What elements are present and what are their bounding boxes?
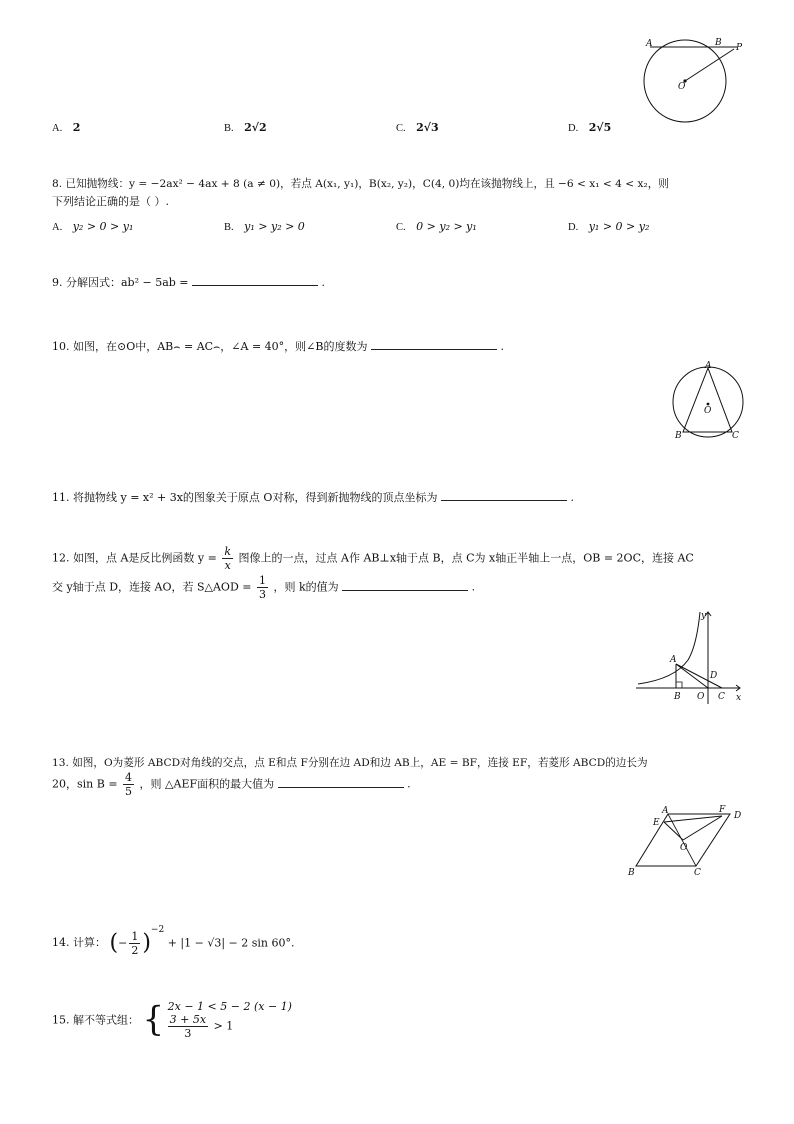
q9-answer-blank[interactable] xyxy=(192,275,318,286)
q10-label-c: C xyxy=(732,431,739,441)
q12-label-o: O xyxy=(697,692,705,702)
q13-label-f: F xyxy=(719,805,726,815)
q10-answer-blank[interactable] xyxy=(371,339,497,350)
q15-stem: 15. 解不等式组： xyxy=(52,1013,139,1027)
q13-text-a: 20，sin B = xyxy=(52,777,118,791)
q12-stem-line2 xyxy=(52,575,475,600)
q13-stem-line2 xyxy=(52,772,411,797)
q10-label-b: B xyxy=(675,431,682,441)
q11-answer-blank[interactable] xyxy=(441,490,567,501)
q12-label-c: C xyxy=(718,692,725,702)
q12-label-a: A xyxy=(670,655,677,665)
q12-text-b: 图像上的一点，过点 A作 AB⊥x轴于点 B，点 C为 x轴正半轴上一点，OB = 2OC，连接 AC xyxy=(238,551,694,565)
q8-option-b: B. y₁ > y₂ > 0 xyxy=(224,220,305,233)
q11-suffix: . xyxy=(570,491,574,504)
q10-label-a: A xyxy=(705,361,712,371)
q12-text-a: 12. 如图，点 A是反比例函数 y = xyxy=(52,551,217,565)
q13-label-d: D xyxy=(734,811,742,821)
q12-fraction-one-third: $\frac{1}{3}$ xyxy=(258,574,266,601)
q7-label-p: P xyxy=(736,43,743,53)
q15-inequality-1: 2x − 1 < 5 − 2 (x − 1) xyxy=(167,1000,292,1013)
q12-hyperbola xyxy=(638,612,700,684)
q13-fraction-4-5: $\frac{4}{5}$ xyxy=(125,771,133,798)
q10-figure xyxy=(666,360,750,444)
q7-radius-line xyxy=(685,49,734,81)
q12-label-y: y xyxy=(701,611,707,621)
q8-option-c: C. 0 > y₂ > y₁ xyxy=(396,220,477,233)
q15-inequality-2: $\frac{3 + 5x}{3}$ > 1 xyxy=(169,1012,234,1040)
q7-label-b: B xyxy=(715,38,722,48)
q13-label-c: C xyxy=(694,868,701,878)
q13-suffix: . xyxy=(407,777,411,791)
q13-answer-blank[interactable] xyxy=(278,777,404,788)
q7-label-o: O xyxy=(678,82,686,92)
q12-text-d: ，则 k的值为 xyxy=(273,580,339,594)
q12-answer-blank[interactable] xyxy=(342,580,468,591)
q7-figure xyxy=(636,36,746,126)
q8-stem-line2: 下列结论正确的是（ ）. xyxy=(52,195,169,208)
q13-stem-line1: 13. 如图，O为菱形 ABCD对角线的交点，点 E和点 F分别在边 AD和边 AB上，AE = BF，连接 EF，若菱形 ABCD的边长为 xyxy=(52,757,648,769)
q12-fraction-k-x: $\frac{k}{x}$ xyxy=(224,545,232,572)
q9-stem: 9. 分解因式：ab² − 5ab = xyxy=(52,276,189,289)
q8-option-a: A. y₂ > 0 > y₁ xyxy=(52,220,134,233)
q9-suffix: . xyxy=(321,276,326,289)
q7-option-c: C. 2√3 xyxy=(396,121,439,134)
q12-label-d: D xyxy=(710,671,718,681)
q13-figure xyxy=(622,802,752,880)
q14-stem: 14. 计算： xyxy=(52,936,106,949)
q7-option-b: B. 2√2 xyxy=(224,121,267,134)
q12-segment-ao xyxy=(676,664,708,688)
q13-label-b: B xyxy=(628,868,635,878)
q12-stem-line1 xyxy=(52,546,694,571)
q11-stem: 11. 将抛物线 y = x² + 3x的图象关于原点 O对称，得到新抛物线的顶点坐标为 xyxy=(52,491,438,504)
q10-question xyxy=(52,338,504,354)
q13-label-o: O xyxy=(680,843,688,853)
q12-suffix: . xyxy=(471,580,476,594)
q12-text-c: 交 y轴于点 D，连接 AO，若 S△AOD = xyxy=(52,580,252,594)
q13-label-a: A xyxy=(662,806,669,816)
q10-center-dot xyxy=(707,403,710,406)
q15-inequality-system xyxy=(168,1000,292,1039)
q14-question: 14. 计算： (− $\frac{1}{2}$ )$^{-2}$ + |1 − √3| − 2 sin 60°. xyxy=(52,925,295,957)
q10-stem: 10. 如图，在⊙O中，AB⌢ = AC⌢，∠A = 40°，则∠B的度数为 xyxy=(52,340,368,353)
q7-option-a: A. 2 xyxy=(52,121,81,134)
q13-diagonal xyxy=(668,814,696,866)
q8-stem-line1: 8. 已知抛物线：y = −2ax² − 4ax + 8 (a ≠ 0)，若点 A(x₁, y₁)，B(x₂, y₂)，C(4, 0)均在该抛物线上，且 −6 < x₁ < 4 < x₂，则 xyxy=(52,178,669,190)
q7-label-a: A xyxy=(646,39,653,49)
q11-question xyxy=(52,489,574,505)
q7-option-d: D. 2√5 xyxy=(568,121,612,134)
q10-label-o: O xyxy=(704,406,712,416)
q9-question xyxy=(52,274,325,290)
q14-expression-rest: + |1 − √3| − 2 sin 60°. xyxy=(167,936,295,950)
q13-text-b: ，则 △AEF面积的最大值为 xyxy=(139,777,275,791)
q10-triangle xyxy=(683,368,732,432)
q10-suffix: . xyxy=(500,340,504,353)
q12-label-b: B xyxy=(674,692,681,702)
q13-label-e: E xyxy=(653,818,660,828)
q10-circle xyxy=(673,367,743,437)
q8-option-d: D. y₁ > 0 > y₂ xyxy=(568,220,650,233)
q14-fraction-1-2: $\frac{1}{2}$ xyxy=(131,929,139,957)
q15-question: 15. 解不等式组： { 2x − 1 < 5 − 2 (x − 1) $\frac{3 + 5x}{3}$ > 1 xyxy=(52,999,292,1040)
q12-figure xyxy=(630,608,746,706)
q12-label-x: x xyxy=(736,693,742,703)
